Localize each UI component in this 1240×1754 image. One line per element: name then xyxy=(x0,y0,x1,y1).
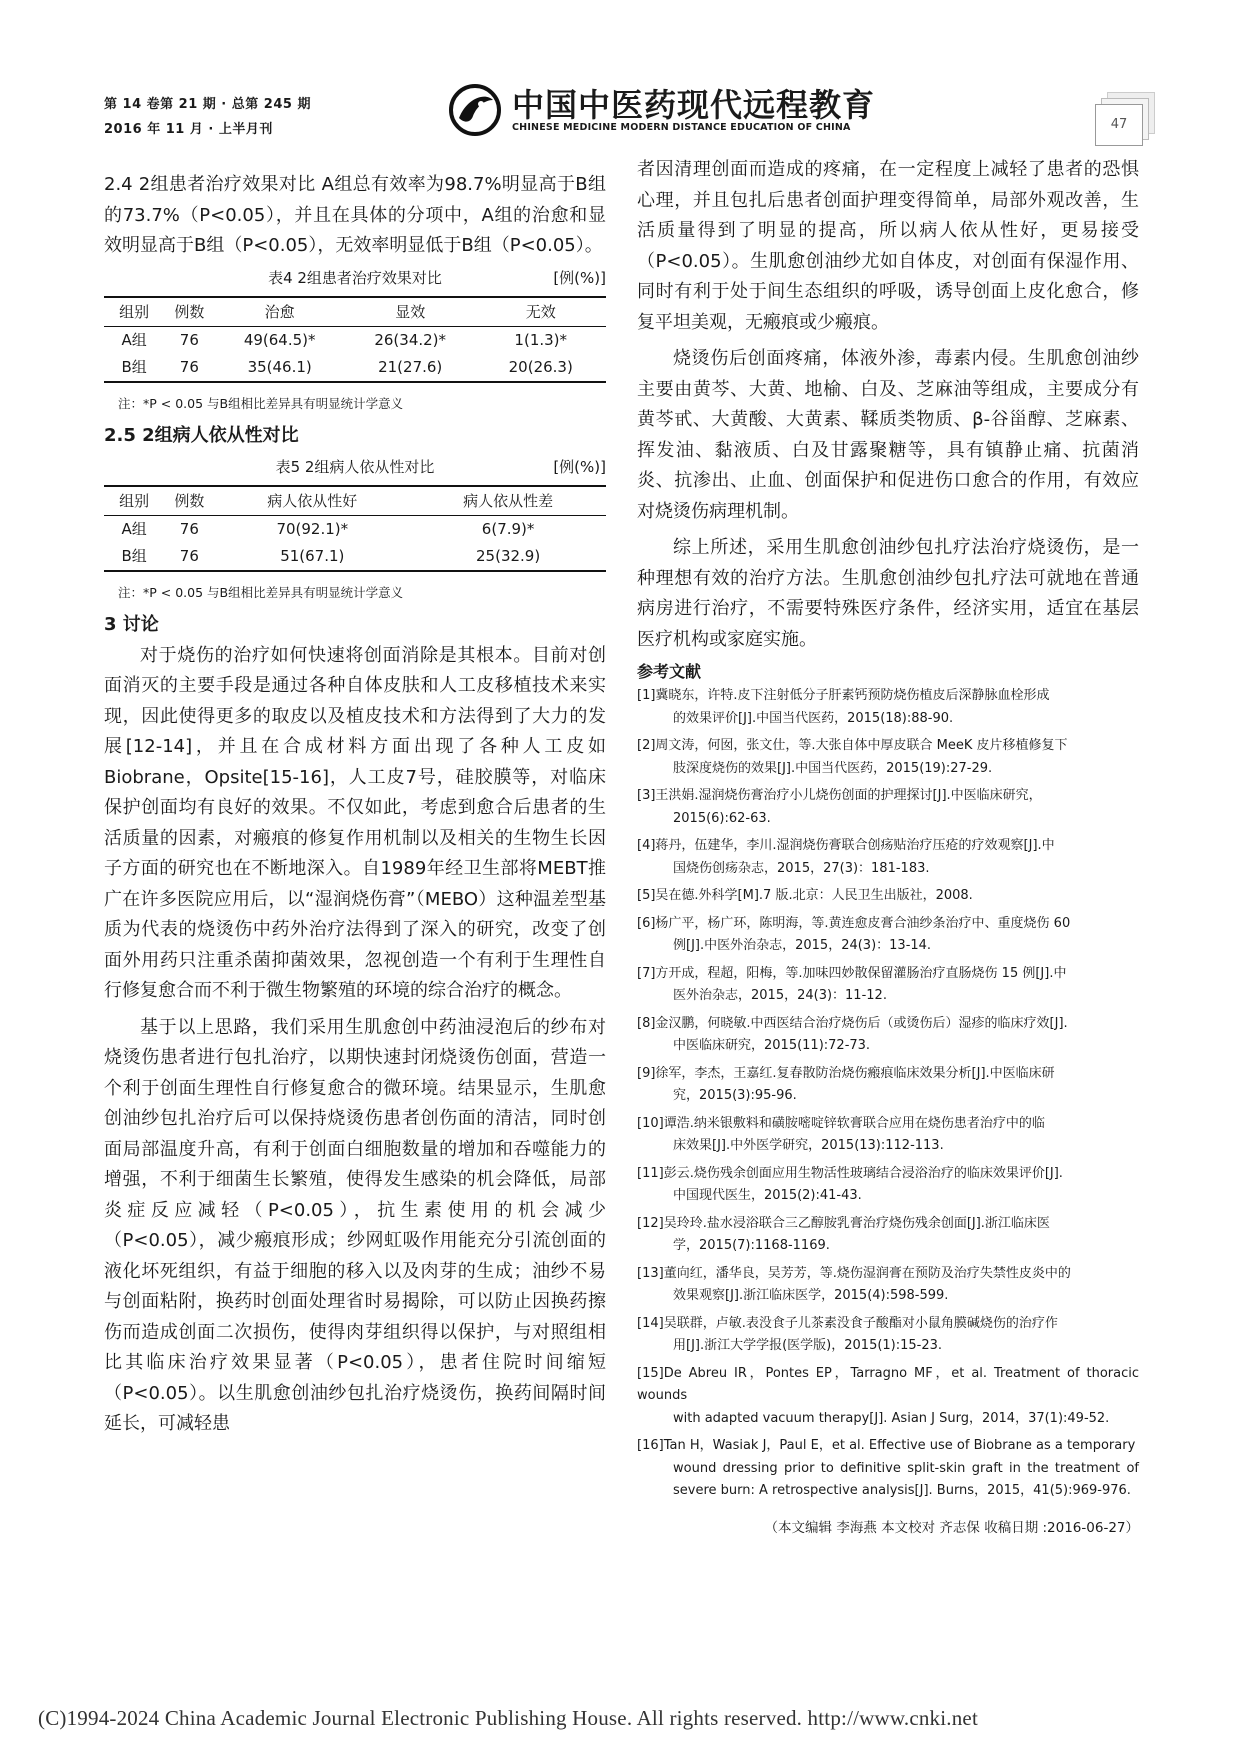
table-cell: 25(32.9) xyxy=(410,543,606,571)
table-5-caption xyxy=(104,455,606,479)
reference-text-continued: 学，2015(7):1168-1169. xyxy=(673,1238,830,1253)
reference-number: [6] xyxy=(637,915,656,931)
reference-item xyxy=(637,1013,1139,1058)
references-heading: 参考文献 xyxy=(637,662,702,681)
table-4-caption xyxy=(104,266,606,290)
copyright-footer: (C)1994-2024 China Academic Journal Electronic Publishing House. All rights reserved. http://www.cnki.net xyxy=(38,1706,978,1730)
conclusion-paragraph: 综上所述，采用生肌愈创油纱包扎疗法治疗烧烫伤，是一种理想有效的治疗方法。生肌愈创油纱包扎疗法可就地在普通病房进行治疗，不需要特殊医疗条件，经济实用，适宜在基层医疗机构或家庭实施。 xyxy=(637,537,1139,650)
reference-text: Tan H，Wasiak J，Paul E，et al. Effective use of Biobrane as a temporary xyxy=(663,1438,1136,1453)
reference-number: [12] xyxy=(637,1215,664,1231)
table-header-cell: 无效 xyxy=(475,297,606,327)
section-3-heading: 3 讨论 xyxy=(104,614,159,635)
table-header-cell: 病人依从性好 xyxy=(214,486,410,516)
journal-title: 中国中医药现代远程教育 xyxy=(512,86,876,124)
issue-line-1: 第 14 卷第 21 期 · 总第 245 期 xyxy=(104,97,311,112)
reference-item xyxy=(637,1213,1139,1258)
reference-text: 谭浩.纳米银敷料和磺胺嘧啶锌软膏联合应用在烧伤患者治疗中的临 xyxy=(663,1115,1045,1131)
reference-text: 王洪娟.湿润烧伤膏治疗小儿烧伤创面的护理探讨[J].中医临床研究， xyxy=(655,788,1042,803)
table-header-row xyxy=(104,297,606,327)
reference-item xyxy=(637,1063,1139,1108)
right-column xyxy=(637,155,1139,1543)
reference-item xyxy=(637,1113,1139,1158)
table-5-title: 表5 2组病人依从性对比 xyxy=(275,458,435,476)
table-header-cell: 例数 xyxy=(164,486,214,516)
table-cell: 1(1.3)* xyxy=(514,330,568,349)
reference-number: [2] xyxy=(637,738,656,753)
reference-text: 董向红，潘华良，吴芳芳，等.烧伤湿润膏在预防及治疗失禁性皮炎中的 xyxy=(663,1265,1071,1281)
table-4 xyxy=(104,296,606,383)
reference-text-continued: 中国现代医生，2015(2):41-43. xyxy=(673,1188,862,1203)
reference-number: [16] xyxy=(637,1438,664,1453)
reference-text: 吴玲玲.盐水浸浴联合三乙醇胺乳膏治疗烧伤残余创面[J].浙江临床医 xyxy=(663,1215,1050,1231)
table-header-cell: 治愈 xyxy=(214,297,345,327)
section-2-5-heading: 2.5 2组病人依从性对比 xyxy=(104,424,299,446)
table-cell: 70(92.1)* xyxy=(276,520,349,538)
table-4-unit: [例(%)] xyxy=(553,268,606,287)
reference-number: [10] xyxy=(637,1115,664,1131)
journal-subtitle-en: CHINESE MEDICINE MODERN DISTANCE EDUCATION OF CHINA xyxy=(512,122,851,133)
reference-text-continued: wound dressing prior to definitive split-skin graft in the treatment of severe burn: A retrospective analysis[J]. Burns，2015，41(5):969-976. xyxy=(673,1460,1139,1498)
reference-text-continued: 肢深度烧伤的效果[J].中国当代医药，2015(19):27-29. xyxy=(673,760,993,776)
table-cell: 76 xyxy=(179,520,199,538)
reference-text: 冀晓东，许特.皮下注射低分子肝素钙预防烧伤植皮后深静脉血栓形成 xyxy=(655,688,1050,703)
reference-item xyxy=(637,1363,1139,1431)
reference-text-continued: 2015(6):62-63. xyxy=(673,810,771,826)
reference-item xyxy=(637,785,1139,830)
table-cell: 6(7.9)* xyxy=(481,520,535,538)
reference-number: [8] xyxy=(637,1015,656,1031)
reference-text: 蒋丹，伍建华，李川.湿润烧伤膏联合创疡贴治疗压疮的疗效观察[J].中 xyxy=(655,838,1055,853)
reference-item xyxy=(637,835,1139,880)
reference-item xyxy=(637,1263,1139,1308)
reference-text: 徐军，李杰，王嘉红.复春散防治烧伤瘢痕临床效果分析[J].中医临床研 xyxy=(655,1065,1055,1081)
table-cell: A组 xyxy=(121,330,147,349)
reference-text: 彭云.烧伤残余创面应用生物活性玻璃结合浸浴治疗的临床效果评价[J]. xyxy=(663,1165,1063,1181)
table-5-note: 注：*P < 0.05 与B组相比差异具有明显统计学意义 xyxy=(118,585,404,600)
reference-text: 周文涛，何囡，张文仕，等.大张自体中厚皮联合 MeeK 皮片移植修复下 xyxy=(655,738,1068,753)
table-4-title: 表4 2组患者治疗效果对比 xyxy=(268,268,442,287)
table-row xyxy=(104,516,606,544)
table-cell: 76 xyxy=(179,330,199,349)
reference-text-continued: with adapted vacuum therapy[J]. Asian J Surg，2014，37(1):49-52. xyxy=(673,1410,1110,1426)
discussion-paragraph-3: 烧烫伤后创面疼痛，体液外渗，毒素内侵。生肌愈创油纱主要由黄芩、大黄、地榆、白及、芝麻油等组成，主要成分有黄芩甙、大黄酸、大黄素、鞣质类物质、β-谷甾醇、芝麻素、挥发油、黏液质、白及甘露聚糖等，具有镇静止痛、抗菌消炎、抗渗出、止血、创面保护和促进伤口愈合的作用，有效应对烧烫伤病理机制。 xyxy=(637,348,1139,522)
reference-item xyxy=(637,1313,1139,1358)
table-4-note: 注：*P < 0.05 与B组相比差异具有明显统计学意义 xyxy=(118,395,404,411)
reference-number: [9] xyxy=(637,1065,656,1081)
left-column xyxy=(104,170,606,1440)
reference-number: [11] xyxy=(637,1165,664,1181)
reference-text-continued: 医外治杂志，2015，24(3)：11-12. xyxy=(673,988,887,1003)
reference-number: [14] xyxy=(637,1315,664,1331)
table-cell: 76 xyxy=(164,354,214,382)
table-5 xyxy=(104,485,606,572)
reference-text: De Abreu IR，Pontes EP，Tarragno MF，et al. Treatment of thoracic wounds xyxy=(637,1365,1139,1403)
reference-text: 方开成，程超，阳梅，等.加味四妙散保留灌肠治疗直肠烧伤 15 例[J].中 xyxy=(655,965,1067,981)
reference-number: [15] xyxy=(637,1365,664,1381)
issue-info xyxy=(104,92,311,142)
editor-line: （本文编辑 李海燕 本文校对 齐志保 收稿日期 :2016-06-27） xyxy=(764,1519,1139,1536)
table-row xyxy=(104,543,606,571)
table-header-row xyxy=(104,486,606,516)
discussion-paragraph-1: 对于烧伤的治疗如何快速将创面消除是其根本。目前对创面消灭的主要手段是通过各种自体皮肤和人工皮移植技术来实现，因此使得更多的取皮以及植皮技术和方法得到了大力的发展[12-14]，并且在合成材料方面出现了各种人工皮如Biobrane，Opsite[15-16]，人工皮7号，硅胶膜等，对临床保护创面均有良好的效果。不仅如此，考虑到愈合后患者的生活质量的因素，对瘢痕的修复作用机制以及相关的生物生长因子方面的研究也在不断地深入。自1989年经卫生部将MEBT推广在许多医院应用后，以“湿润烧伤膏”（MEBO）这种温差型基质为代表的烧烫伤中药外治疗法得到了深入的研究，改变了创面外用药只注重杀菌抑菌效果，忽视创造一个有利于生理性自行修复愈合而不利于微生物繁殖的环境的综合治疗的概念。 xyxy=(104,644,606,1001)
reference-number: [13] xyxy=(637,1265,664,1281)
reference-item xyxy=(637,963,1139,1008)
table-cell: 21(27.6) xyxy=(345,354,476,382)
journal-logo-icon xyxy=(445,80,505,140)
reference-item xyxy=(637,735,1139,780)
references-list xyxy=(637,685,1139,1503)
reference-text-continued: 究，2015(3):95-96. xyxy=(673,1088,797,1103)
table-header-cell: 显效 xyxy=(345,297,476,327)
table-5-unit: [例(%)] xyxy=(553,458,606,476)
reference-text-continued: 中医临床研究，2015(11):72-73. xyxy=(673,1038,871,1053)
discussion-paragraph-2-continued: 者因清理创面而造成的疼痛，在一定程度上减轻了患者的恐惧心理，并且包扎后患者创面护理变得简单，局部外观改善，生活质量得到了明显的提高，所以病人依从性好，更易接受（P<0.05）。生肌愈创油纱尤如自体皮，对创面有保湿作用、同时有利于处于间生态组织的呼吸，诱导创面上皮化愈合，修复平坦美观，无瘢痕或少瘢痕。 xyxy=(637,159,1139,333)
reference-number: [1] xyxy=(637,688,656,703)
reference-item xyxy=(637,685,1139,730)
table-cell: 26(34.2)* xyxy=(374,330,447,349)
table-cell: 35(46.1) xyxy=(214,354,345,382)
issue-line-2: 2016 年 11 月 · 上半月刊 xyxy=(104,122,273,137)
section-2-4-paragraph: 2.4 2组患者治疗效果对比 A组总有效率为98.7%明显高于B组的73.7%（P<0.05），并且在具体的分项中，A组的治愈和显效明显高于B组（P<0.05），无效率明显低于B组（P<0.05）。 xyxy=(104,174,606,256)
table-row xyxy=(104,354,606,382)
table-cell: B组 xyxy=(104,354,164,382)
table-header-cell: 病人依从性差 xyxy=(410,486,606,516)
page-number: 47 xyxy=(1095,104,1143,146)
reference-text: 金汉鹏，何晓敏.中西医结合治疗烧伤后（或烫伤后）湿疹的临床疗效[J]. xyxy=(655,1015,1068,1031)
reference-number: [4] xyxy=(637,838,656,853)
table-cell: B组 xyxy=(104,543,164,571)
reference-text: 吴联群，卢敏.表没食子儿茶素没食子酸酯对小鼠角膜碱烧伤的治疗作 xyxy=(663,1315,1058,1331)
reference-text: 吴在德.外科学[M].7 版.北京：人民卫生出版社，2008. xyxy=(655,888,973,903)
reference-item xyxy=(637,913,1139,958)
reference-number: [7] xyxy=(637,965,656,981)
reference-text-continued: 效果观察[J].浙江临床医学，2015(4):598-599. xyxy=(673,1288,949,1303)
table-header-cell: 组别 xyxy=(104,486,164,516)
table-header-cell: 组别 xyxy=(104,297,164,327)
table-cell: 20(26.3) xyxy=(475,354,606,382)
reference-text-continued: 的效果评价[J].中国当代医药，2015(18):88-90. xyxy=(673,710,954,726)
reference-text-continued: 床效果[J].中外医学研究，2015(13):112-113. xyxy=(673,1138,944,1153)
table-cell: 49(64.5)* xyxy=(243,330,316,349)
reference-text: 杨广平，杨广环，陈明海，等.黄连愈皮膏合油纱条治疗中、重度烧伤 60 xyxy=(655,915,1071,931)
table-row xyxy=(104,326,606,354)
table-cell: 76 xyxy=(164,543,214,571)
table-cell: 51(67.1) xyxy=(214,543,410,571)
reference-item xyxy=(637,1435,1139,1503)
reference-number: [5] xyxy=(637,888,656,903)
table-header-cell: 例数 xyxy=(164,297,214,327)
reference-text-continued: 国烧伤创疡杂志，2015，27(3)：181-183. xyxy=(673,860,930,876)
reference-item xyxy=(637,885,1139,908)
reference-number: [3] xyxy=(637,788,656,803)
reference-item xyxy=(637,1163,1139,1208)
discussion-paragraph-2: 基于以上思路，我们采用生肌愈创中药油浸泡后的纱布对烧烫伤患者进行包扎治疗，以期快速封闭烧烫伤创面，营造一个利于创面生理性自行修复愈合的微环境。结果显示，生肌愈创油纱包扎治疗后可以保持烧烫伤患者创伤面的清洁，同时创面局部温度升高，有利于创面白细胞数量的增加和吞噬能力的增强，不利于细菌生长繁殖，使得发生感染的机会降低，局部炎症反应减轻（P<0.05），抗生素使用的机会减少（P<0.05），减少瘢痕形成；纱网虹吸作用能充分引流创面的液化坏死组织，有益于细胞的移入以及肉芽的生成；油纱不易与创面粘附，换药时创面处理省时易揭除，可以防止因换药擦伤而造成创面二次损伤，使得肉芽组织得以保护，与对照组相比其临床治疗效果显著（P<0.05），患者住院时间缩短（P<0.05）。以生肌愈创油纱包扎治疗烧烫伤，换药间隔时间延长，可减轻患 xyxy=(104,1016,606,1434)
reference-text-continued: 用[J].浙江大学学报(医学版)，2015(1):15-23. xyxy=(673,1338,943,1353)
reference-text-continued: 例[J].中医外治杂志，2015，24(3)：13-14. xyxy=(673,938,932,953)
table-cell: A组 xyxy=(121,520,147,538)
